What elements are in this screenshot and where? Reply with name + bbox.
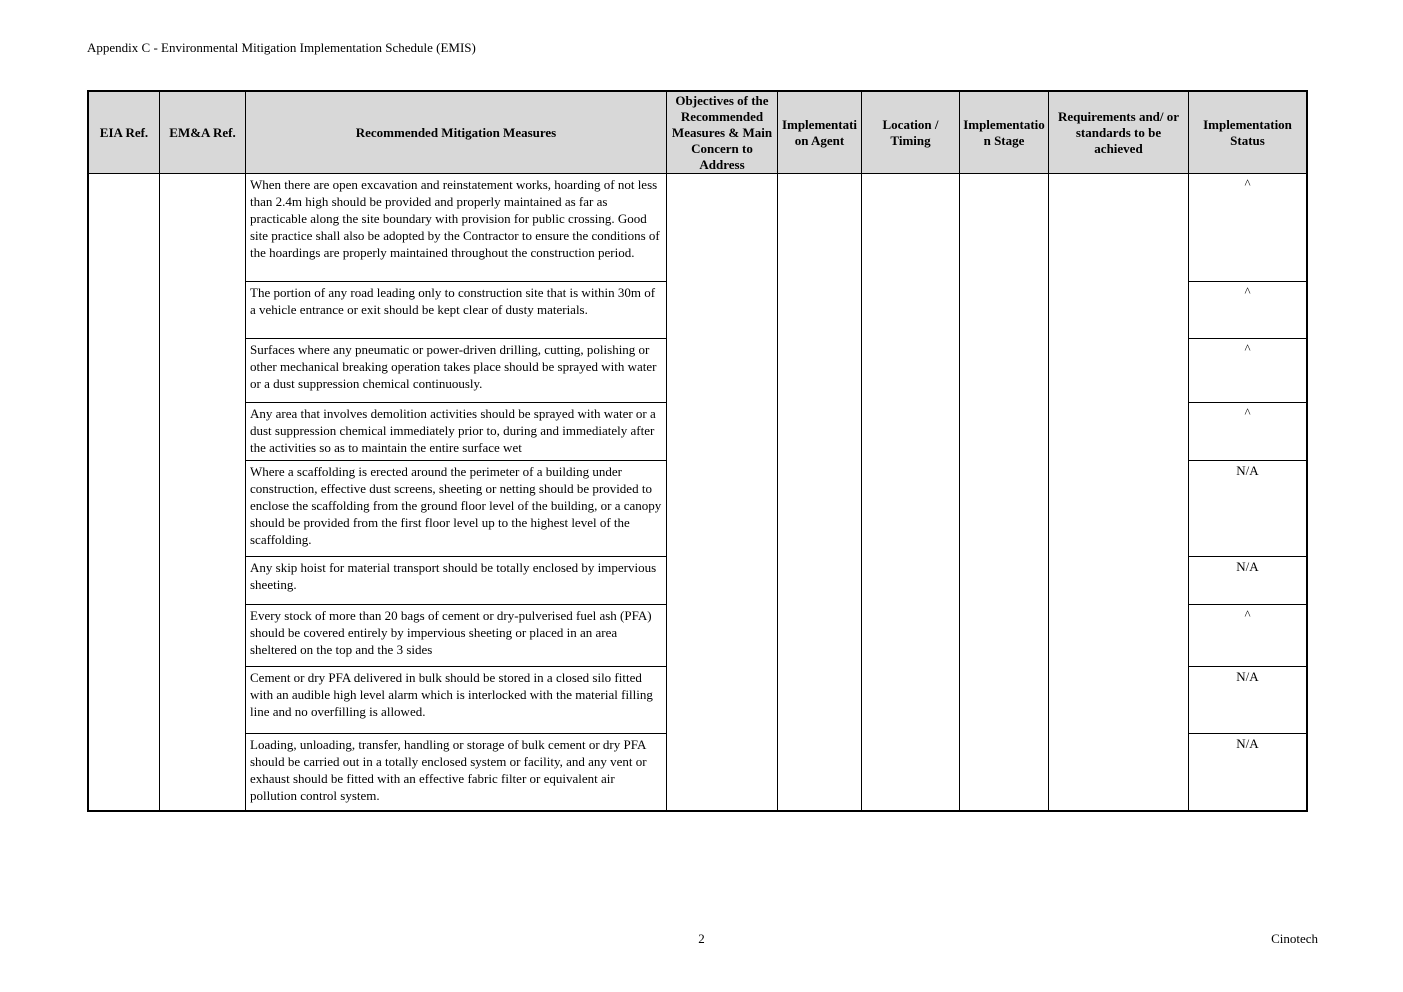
- mitigation-measure-cell: Loading, unloading, transfer, handling or storage of bulk cement or dry PFA should be carried out in a totally enclosed system or facility, and any vent or exhaust should be fitted with an effective fabric filter or equivalent air pollution control system.: [246, 734, 667, 810]
- column-header-implementation-agent: Implementation Agent: [778, 92, 862, 174]
- footer-company: Cinotech: [1271, 931, 1318, 946]
- implementation-status-cell: ^: [1189, 605, 1306, 667]
- column-header-implementation-status: Implementation Status: [1189, 92, 1306, 174]
- mitigation-measure-cell: Every stock of more than 20 bags of cement or dry-pulverised fuel ash (PFA) should be covered entirely by impervious sheeting or placed in an area sheltered on the top and the 3 sides: [246, 605, 667, 667]
- column-header-eia-ref: EIA Ref.: [89, 92, 160, 174]
- ema-ref-body-cell: [160, 174, 246, 810]
- mitigation-measure-cell: The portion of any road leading only to construction site that is within 30m of a vehicle entrance or exit should be kept clear of dusty materials.: [246, 282, 667, 339]
- implementation-status-cell: ^: [1189, 174, 1306, 282]
- column-header-location-timing: Location / Timing: [862, 92, 960, 174]
- column-header-objectives: Objectives of the Recommended Measures & Main Concern to Address: [667, 92, 778, 174]
- mitigation-measure-cell: Cement or dry PFA delivered in bulk should be stored in a closed silo fitted with an audible high level alarm which is interlocked with the material filling line and no overfilling is allowed.: [246, 667, 667, 734]
- column-header-mitigation-measures: Recommended Mitigation Measures: [246, 92, 667, 174]
- location-timing-body-cell: [862, 174, 960, 810]
- column-header-requirements: Requirements and/ or standards to be achieved: [1049, 92, 1189, 174]
- objectives-body-cell: [667, 174, 778, 810]
- implementation-status-cell: N/A: [1189, 667, 1306, 734]
- mitigation-measure-cell: When there are open excavation and reinstatement works, hoarding of not less than 2.4m high should be provided and properly maintained as far as practicable along the site boundary with provision for public crossing. Good site practice shall also be adopted by the Contractor to ensure the conditions of the hoardings are properly maintained throughout the construction period.: [246, 174, 667, 282]
- implementation-stage-body-cell: [960, 174, 1049, 810]
- mitigation-measure-cell: Where a scaffolding is erected around the perimeter of a building under construction, effective dust screens, sheeting or netting should be provided to enclose the scaffolding from the ground floor level of the building, or a canopy should be provided from the first floor level up to the highest level of the scaffolding.: [246, 461, 667, 557]
- column-header-implementation-stage: Implementation Stage: [960, 92, 1049, 174]
- eia-ref-body-cell: [89, 174, 160, 810]
- requirements-body-cell: [1049, 174, 1189, 810]
- column-header-ema-ref: EM&A Ref.: [160, 92, 246, 174]
- emis-table: [87, 90, 1308, 812]
- implementation-status-cell: N/A: [1189, 557, 1306, 605]
- mitigation-measure-cell: Any skip hoist for material transport should be totally enclosed by impervious sheeting.: [246, 557, 667, 605]
- implementation-status-cell: ^: [1189, 282, 1306, 339]
- implementation-status-cell: N/A: [1189, 461, 1306, 557]
- document-title: Appendix C - Environmental Mitigation Implementation Schedule (EMIS): [87, 40, 476, 55]
- implementation-status-cell: ^: [1189, 339, 1306, 403]
- page-number: 2: [698, 931, 705, 946]
- implementation-status-cell: N/A: [1236, 736, 1259, 751]
- mitigation-measure-cell: Any area that involves demolition activities should be sprayed with water or a dust suppression chemical immediately prior to, during and immediately after the activities so as to maintain the entire surface wet: [246, 403, 667, 461]
- implementation-agent-body-cell: [778, 174, 862, 810]
- mitigation-measure-cell: Surfaces where any pneumatic or power-driven drilling, cutting, polishing or other mechanical breaking operation takes place should be sprayed with water or a dust suppression chemical continuously.: [246, 339, 667, 403]
- implementation-status-cell: ^: [1189, 403, 1306, 461]
